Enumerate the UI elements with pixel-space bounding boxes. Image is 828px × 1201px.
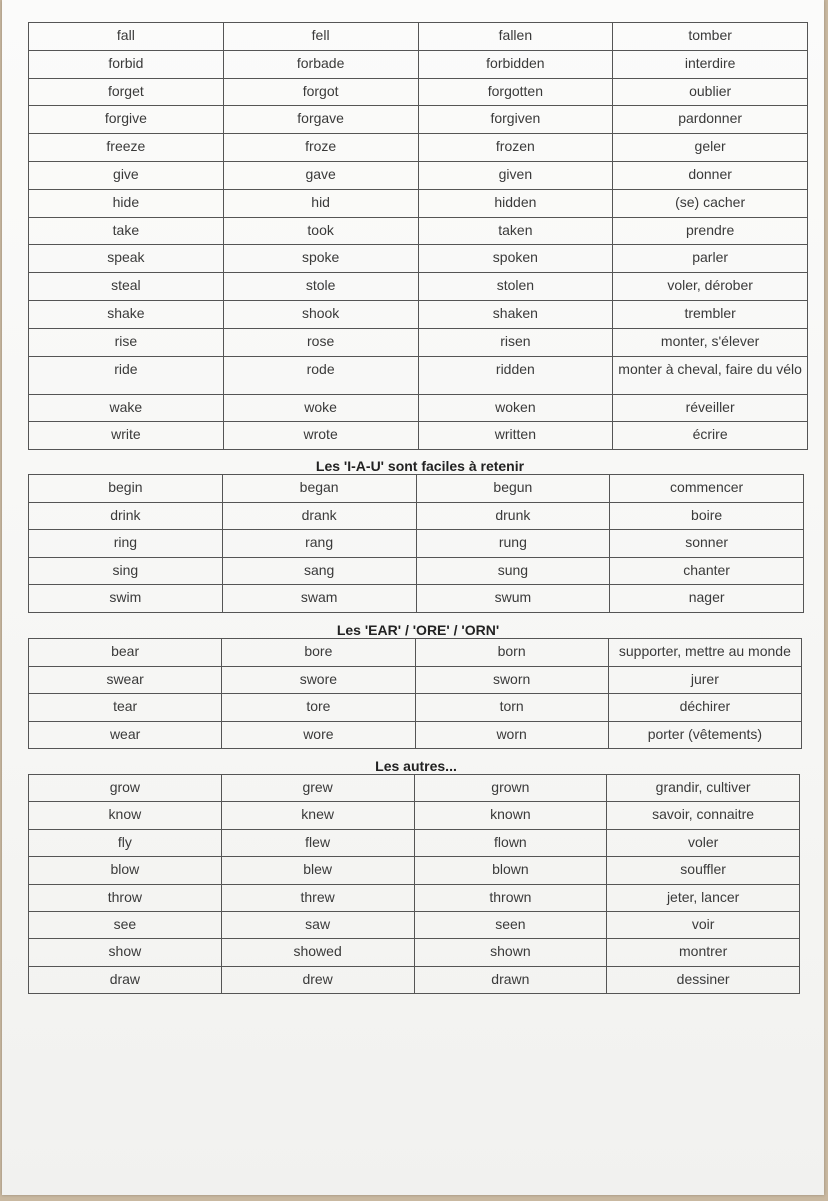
verb-row	[29, 775, 800, 802]
base-form-cell: show	[29, 939, 222, 966]
base-form-cell: forgive	[29, 106, 224, 134]
base-form-cell: hide	[29, 189, 224, 217]
base-form-cell: give	[29, 161, 224, 189]
past-participle-cell: ridden	[418, 356, 613, 394]
verb-row	[29, 245, 808, 273]
base-form-cell: ride	[29, 356, 224, 394]
verb-row	[29, 721, 802, 749]
past-participle-cell: swum	[416, 585, 610, 613]
french-translation-cell: écrire	[613, 422, 808, 450]
past-simple-cell: forgave	[223, 106, 418, 134]
verb-row	[29, 557, 804, 585]
french-translation-cell: souffler	[607, 857, 800, 884]
french-translation-cell: dessiner	[607, 966, 800, 993]
verb-row	[29, 966, 800, 993]
base-form-cell: grow	[29, 775, 222, 802]
base-form-cell: steal	[29, 273, 224, 301]
verb-row	[29, 857, 800, 884]
past-simple-cell: gave	[223, 161, 418, 189]
verb-row	[29, 189, 808, 217]
past-participle-cell: thrown	[414, 884, 607, 911]
past-participle-cell: taken	[418, 217, 613, 245]
past-participle-cell: forgiven	[418, 106, 613, 134]
past-participle-cell: rung	[416, 530, 610, 558]
base-form-cell: fall	[29, 23, 224, 51]
verb-row	[29, 666, 802, 694]
section-title-iau: Les 'I-A-U' sont faciles à retenir	[315, 458, 525, 474]
verb-row	[29, 23, 808, 51]
french-translation-cell: oublier	[613, 78, 808, 106]
past-participle-cell: torn	[415, 694, 608, 722]
base-form-cell: tear	[29, 694, 222, 722]
base-form-cell: drink	[29, 502, 223, 530]
french-translation-cell: grandir, cultiver	[607, 775, 800, 802]
past-participle-cell: born	[415, 639, 608, 667]
past-simple-cell: threw	[221, 884, 414, 911]
french-translation-cell: interdire	[613, 50, 808, 78]
past-simple-cell: tore	[222, 694, 415, 722]
base-form-cell: wake	[29, 394, 224, 422]
past-participle-cell: forgotten	[418, 78, 613, 106]
past-simple-cell: forgot	[223, 78, 418, 106]
past-participle-cell: worn	[415, 721, 608, 749]
base-form-cell: forget	[29, 78, 224, 106]
base-form-cell: write	[29, 422, 224, 450]
past-simple-cell: knew	[221, 802, 414, 829]
past-participle-cell: risen	[418, 328, 613, 356]
french-translation-cell: nager	[610, 585, 804, 613]
french-translation-cell: jeter, lancer	[607, 884, 800, 911]
french-translation-cell: donner	[613, 161, 808, 189]
base-form-cell: throw	[29, 884, 222, 911]
french-translation-cell: réveiller	[613, 394, 808, 422]
past-simple-cell: blew	[221, 857, 414, 884]
french-translation-cell: trembler	[613, 300, 808, 328]
base-form-cell: blow	[29, 857, 222, 884]
past-participle-cell: written	[418, 422, 613, 450]
french-translation-cell: chanter	[610, 557, 804, 585]
french-translation-cell: jurer	[608, 666, 801, 694]
irregular-verbs-table-autres	[28, 774, 800, 994]
french-translation-cell: boire	[610, 502, 804, 530]
verb-row	[29, 939, 800, 966]
past-simple-cell: shook	[223, 300, 418, 328]
past-participle-cell: fallen	[418, 23, 613, 51]
past-simple-cell: grew	[221, 775, 414, 802]
verb-row	[29, 217, 808, 245]
french-translation-cell: sonner	[610, 530, 804, 558]
base-form-cell: bear	[29, 639, 222, 667]
past-participle-cell: woken	[418, 394, 613, 422]
base-form-cell: begin	[29, 475, 223, 503]
past-simple-cell: drank	[222, 502, 416, 530]
verb-row	[29, 78, 808, 106]
french-translation-cell: montrer	[607, 939, 800, 966]
past-participle-cell: sworn	[415, 666, 608, 694]
past-participle-cell: grown	[414, 775, 607, 802]
verb-row	[29, 585, 804, 613]
past-participle-cell: shaken	[418, 300, 613, 328]
past-simple-cell: stole	[223, 273, 418, 301]
base-form-cell: ring	[29, 530, 223, 558]
past-participle-cell: flown	[414, 829, 607, 856]
past-simple-cell: rode	[223, 356, 418, 394]
base-form-cell: speak	[29, 245, 224, 273]
base-form-cell: shake	[29, 300, 224, 328]
verb-row	[29, 328, 808, 356]
verb-row	[29, 475, 804, 503]
french-translation-cell: geler	[613, 134, 808, 162]
past-participle-cell: seen	[414, 911, 607, 938]
base-form-cell: swear	[29, 666, 222, 694]
french-translation-cell: porter (vêtements)	[608, 721, 801, 749]
french-translation-cell: pardonner	[613, 106, 808, 134]
past-simple-cell: began	[222, 475, 416, 503]
past-participle-cell: given	[418, 161, 613, 189]
past-participle-cell: drunk	[416, 502, 610, 530]
past-simple-cell: woke	[223, 394, 418, 422]
french-translation-cell: déchirer	[608, 694, 801, 722]
section-title-ear-ore-orn: Les 'EAR' / 'ORE' / 'ORN'	[336, 622, 500, 638]
french-translation-cell: monter, s'élever	[613, 328, 808, 356]
base-form-cell: wear	[29, 721, 222, 749]
base-form-cell: see	[29, 911, 222, 938]
french-translation-cell: parler	[613, 245, 808, 273]
past-participle-cell: shown	[414, 939, 607, 966]
verb-row	[29, 639, 802, 667]
base-form-cell: freeze	[29, 134, 224, 162]
verb-row	[29, 502, 804, 530]
past-simple-cell: wrote	[223, 422, 418, 450]
past-simple-cell: took	[223, 217, 418, 245]
past-participle-cell: begun	[416, 475, 610, 503]
french-translation-cell: voler	[607, 829, 800, 856]
base-form-cell: take	[29, 217, 224, 245]
base-form-cell: sing	[29, 557, 223, 585]
past-participle-cell: forbidden	[418, 50, 613, 78]
french-translation-cell: tomber	[613, 23, 808, 51]
past-simple-cell: fell	[223, 23, 418, 51]
past-simple-cell: forbade	[223, 50, 418, 78]
french-translation-cell: voler, dérober	[613, 273, 808, 301]
past-simple-cell: showed	[221, 939, 414, 966]
past-simple-cell: wore	[222, 721, 415, 749]
base-form-cell: swim	[29, 585, 223, 613]
verb-row	[29, 106, 808, 134]
past-participle-cell: frozen	[418, 134, 613, 162]
irregular-verbs-table-ear	[28, 638, 802, 749]
past-participle-cell: sung	[416, 557, 610, 585]
past-simple-cell: swam	[222, 585, 416, 613]
french-translation-cell: supporter, mettre au monde	[608, 639, 801, 667]
past-participle-cell: known	[414, 802, 607, 829]
past-simple-cell: rose	[223, 328, 418, 356]
past-simple-cell: sang	[222, 557, 416, 585]
french-translation-cell: monter à cheval, faire du vélo	[613, 356, 808, 394]
past-simple-cell: rang	[222, 530, 416, 558]
section-title-autres: Les autres...	[375, 758, 457, 774]
past-participle-cell: drawn	[414, 966, 607, 993]
verb-row	[29, 694, 802, 722]
verb-row	[29, 884, 800, 911]
past-simple-cell: swore	[222, 666, 415, 694]
verb-row	[29, 530, 804, 558]
past-simple-cell: flew	[221, 829, 414, 856]
past-simple-cell: saw	[221, 911, 414, 938]
verb-row	[29, 829, 800, 856]
verb-row	[29, 802, 800, 829]
french-translation-cell: savoir, connaitre	[607, 802, 800, 829]
verb-row	[29, 161, 808, 189]
base-form-cell: know	[29, 802, 222, 829]
verb-row	[29, 911, 800, 938]
verb-row	[29, 394, 808, 422]
past-simple-cell: bore	[222, 639, 415, 667]
french-translation-cell: commencer	[610, 475, 804, 503]
irregular-verbs-table-1	[28, 22, 808, 450]
verb-row	[29, 300, 808, 328]
paper-sheet	[2, 0, 824, 1195]
base-form-cell: rise	[29, 328, 224, 356]
french-translation-cell: voir	[607, 911, 800, 938]
past-simple-cell: drew	[221, 966, 414, 993]
verb-row	[29, 134, 808, 162]
irregular-verbs-table-iau	[28, 474, 804, 613]
past-participle-cell: hidden	[418, 189, 613, 217]
verb-row	[29, 273, 808, 301]
past-simple-cell: froze	[223, 134, 418, 162]
verb-row	[29, 422, 808, 450]
french-translation-cell: (se) cacher	[613, 189, 808, 217]
french-translation-cell: prendre	[613, 217, 808, 245]
verb-row	[29, 50, 808, 78]
past-participle-cell: blown	[414, 857, 607, 884]
base-form-cell: forbid	[29, 50, 224, 78]
past-participle-cell: stolen	[418, 273, 613, 301]
past-participle-cell: spoken	[418, 245, 613, 273]
base-form-cell: fly	[29, 829, 222, 856]
base-form-cell: draw	[29, 966, 222, 993]
verb-row	[29, 356, 808, 394]
past-simple-cell: spoke	[223, 245, 418, 273]
past-simple-cell: hid	[223, 189, 418, 217]
